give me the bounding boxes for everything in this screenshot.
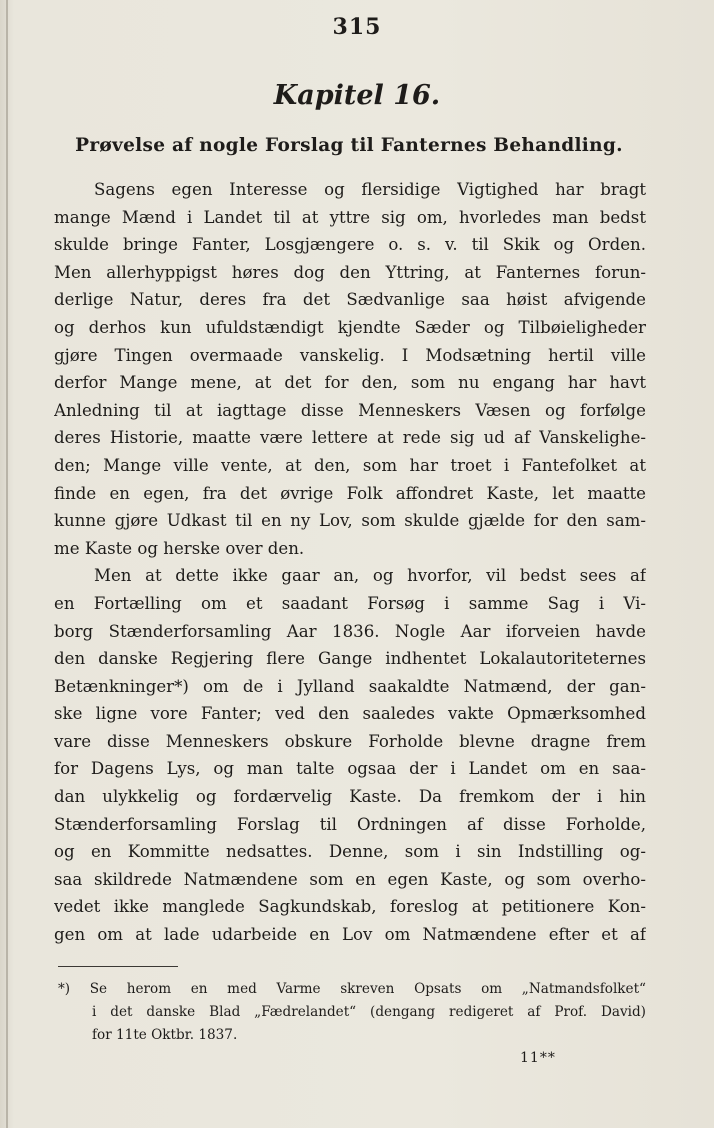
text-line: kunne gjøre Udkast til en ny Lov, som skulde gjælde for den sam-	[54, 511, 646, 531]
text-line: saa skildrede Natmændene som en egen Kaste, og som overho-	[54, 869, 646, 889]
text-line: Sagens egen Interesse og flersidige Vigtighed har bragt	[94, 180, 646, 199]
text-line: og en Kommitte nedsattes. Denne, som i sin Indstilling og-	[54, 842, 646, 862]
text-line: den danske Regjering flere Gange indhentet Lokalautoriteternes	[54, 649, 646, 669]
text-line: deres Historie, maatte være lettere at rede sig ud af Vanskelighe-	[54, 428, 646, 448]
printer-signature-mark: 11**	[520, 1050, 556, 1066]
text-line: me Kaste og herske over den.	[54, 538, 305, 558]
text-line: for Dagens Lys, og man talte ogsaa der i Landet om en saa-	[54, 759, 646, 779]
text-line: Betænkninger*) om de i Jylland saakaldte Natmænd, der gan-	[54, 676, 646, 696]
text-line: derfor Mange mene, at det for den, som nu engang har havt	[54, 373, 646, 393]
text-line: skulde bringe Fanter, Losgjængere o. s. v. til Skik og Orden.	[54, 235, 646, 255]
text-line: vare disse Menneskers obskure Forholde blevne dragne frem	[54, 731, 646, 751]
text-line: dan ulykkelig og fordærvelig Kaste. Da fremkom der i hin	[54, 787, 646, 807]
text-line: Stænderforsamling Forslag til Ordningen af disse Forholde,	[54, 814, 646, 834]
footnote-line: for 11te Oktbr. 1837.	[92, 1027, 238, 1043]
text-line: og derhos kun ufuldstændigt kjendte Sæder og Tilbøieligheder	[54, 317, 646, 337]
text-line: finde en egen, fra det øvrige Folk affondret Kaste, let maatte	[54, 483, 646, 503]
footnote-line: *) Se herom en med Varme skreven Opsats om „Natmandsfolket“	[58, 981, 646, 997]
text-line: en Fortælling om et saadant Forsøg i samme Sag i Vi-	[54, 593, 646, 613]
text-line: ske ligne vore Fanter; ved den saaledes vakte Opmærksomhed	[54, 704, 646, 724]
page-number: 315	[332, 14, 382, 40]
text-line: mange Mænd i Landet til at yttre sig om, hvorledes man bedst	[54, 207, 646, 227]
chapter-title: Kapitel 16.	[273, 80, 441, 111]
page-spine-edge	[6, 0, 8, 1128]
text-line: derlige Natur, deres fra det Sædvanlige saa høist afvigende	[54, 290, 646, 310]
text-line: vedet ikke manglede Sagkundskab, foreslog at petitionere Kon-	[54, 897, 646, 917]
text-line: Men allerhyppigst høres dog den Yttring, at Fanternes forun-	[54, 262, 646, 282]
footnote-divider	[58, 966, 178, 967]
text-line: gjøre Tingen overmaade vanskelig. I Modsætning hertil ville	[54, 345, 646, 365]
text-line: Men at dette ikke gaar an, og hvorfor, vil bedst sees af	[94, 566, 646, 586]
footnote	[58, 978, 646, 1047]
text-line: Anledning til at iagttage disse Menneskers Væsen og forfølge	[54, 400, 646, 420]
footnote-line: i det danske Blad „Fædrelandet“ (dengang redigeret af Prof. David)	[92, 1004, 646, 1020]
body-text	[54, 176, 646, 949]
text-line: gen om at lade udarbeide en Lov om Natmændene efter et af	[54, 925, 646, 945]
text-line: borg Stænderforsamling Aar 1836. Nogle Aar iforveien havde	[54, 621, 646, 641]
text-line: den; Mange ville vente, at den, som har troet i Fantefolket at	[54, 455, 646, 475]
chapter-subtitle: Prøvelse af nogle Forslag til Fanternes Behandling.	[75, 135, 623, 156]
